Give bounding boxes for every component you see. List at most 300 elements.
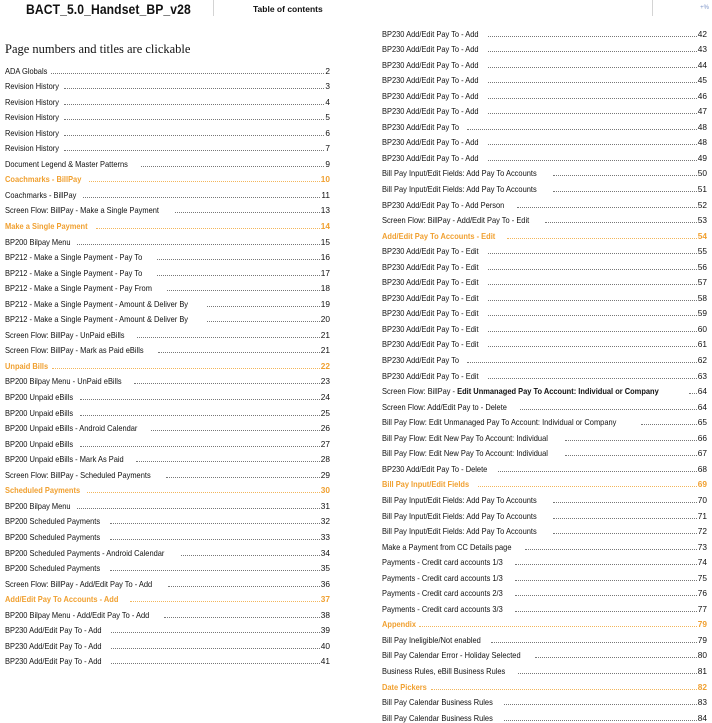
toc-page-number[interactable]: 31 <box>320 500 330 511</box>
toc-entry[interactable] <box>382 521 707 537</box>
toc-entry-title-text[interactable]: Bill Pay Input/Edit Fields <box>382 479 470 490</box>
toc-entry[interactable] <box>382 536 707 552</box>
toc-entry-title-text[interactable]: Revision History <box>5 112 59 123</box>
toc-entry[interactable] <box>382 163 707 179</box>
toc-entry[interactable] <box>382 334 707 350</box>
toc-entry-title[interactable] <box>5 237 71 247</box>
toc-entry-title-text[interactable]: Bill Pay Flow: Edit New Pay To Account: Individual <box>382 432 548 443</box>
toc-page-number[interactable]: 51 <box>697 184 707 195</box>
toc-entry-title-text[interactable]: Payments - Credit card accounts 1/3 <box>382 572 503 583</box>
toc-entry-title[interactable] <box>5 143 59 153</box>
toc-entry[interactable] <box>382 241 707 257</box>
toc-section-heading[interactable] <box>382 676 707 692</box>
toc-page-number[interactable]: 7 <box>325 143 330 154</box>
toc-entry-title[interactable] <box>5 641 102 651</box>
toc-entry-title-text[interactable]: Screen Flow: BillPay - Make a Single Payment <box>5 205 159 216</box>
toc-page-number[interactable]: 47 <box>697 106 707 117</box>
toc-page-number[interactable]: 48 <box>697 137 707 148</box>
toc-entry-title-text[interactable]: Bill Pay Calendar Business Rules <box>382 712 493 723</box>
toc-entry-title-text[interactable]: Screen Flow: BillPay - UnPaid eBills <box>5 329 125 340</box>
toc-entry-title-text[interactable]: Bill Pay Flow: Edit Unmanaged Pay To Account: Individual or Company <box>382 417 617 428</box>
toc-page-number[interactable]: 29 <box>320 469 330 480</box>
toc-entry[interactable] <box>382 412 707 428</box>
toc-entry-title[interactable] <box>382 371 479 381</box>
toc-entry[interactable] <box>382 567 707 583</box>
toc-entry-title-text[interactable]: BP200 Unpaid eBills <box>5 438 74 449</box>
toc-entry[interactable] <box>382 101 707 117</box>
toc-page-number[interactable]: 48 <box>697 121 707 132</box>
toc-entry-title-text[interactable]: Screen Flow: BillPay - Add/Edit Pay To - Edit <box>382 215 530 226</box>
toc-page-number[interactable]: 45 <box>697 75 707 86</box>
toc-page-number[interactable]: 69 <box>697 479 707 490</box>
toc-page-number[interactable]: 23 <box>320 376 330 387</box>
toc-entry-title-text[interactable]: Bill Pay Input/Edit Fields: Add Pay To Accounts <box>382 510 537 521</box>
toc-entry-title-text[interactable]: Coachmarks - BillPay <box>5 174 82 185</box>
toc-entry-title[interactable] <box>5 392 73 402</box>
toc-section-heading[interactable] <box>5 169 330 185</box>
toc-entry-title[interactable] <box>382 650 521 660</box>
toc-entry-title-text[interactable]: Revision History <box>5 143 59 154</box>
toc-entry-title-text[interactable]: Screen Flow: Add/Edit Pay to - Delete <box>382 401 507 412</box>
toc-entry-title[interactable] <box>5 376 122 386</box>
toc-entry-title-text[interactable]: Date Pickers <box>382 681 427 692</box>
toc-page-number[interactable]: 36 <box>320 578 330 589</box>
toc-entry[interactable] <box>5 464 330 480</box>
toc-page-number[interactable]: 61 <box>697 339 707 350</box>
toc-entry-title-text[interactable]: BP230 Add/Edit Pay To - Edit <box>382 292 479 303</box>
toc-entry-title-text[interactable]: BP212 - Make a Single Payment - Pay To <box>5 267 143 278</box>
toc-entry-title-text[interactable]: Payments - Credit card accounts 2/3 <box>382 588 503 599</box>
toc-entry-title-text[interactable]: BP230 Add/Edit Pay To - Add <box>5 640 102 651</box>
toc-entry[interactable] <box>5 138 330 154</box>
toc-entry[interactable] <box>382 39 707 55</box>
toc-entry-title[interactable] <box>382 713 493 723</box>
toc-entry-title[interactable] <box>382 386 659 396</box>
toc-entry-title[interactable] <box>382 604 503 614</box>
toc-entry-title[interactable] <box>5 174 81 184</box>
toc-entry-title-text[interactable]: BP200 Bilpay Menu <box>5 500 71 511</box>
toc-entry-title[interactable] <box>5 485 80 495</box>
toc-entry-title[interactable] <box>5 470 151 480</box>
toc-entry-title[interactable] <box>382 231 495 241</box>
toc-page-number[interactable]: 55 <box>697 246 707 257</box>
toc-page-number[interactable]: 82 <box>697 681 707 692</box>
toc-entry-title[interactable] <box>382 433 548 443</box>
toc-entry[interactable] <box>382 272 707 288</box>
toc-page-number[interactable]: 28 <box>320 454 330 465</box>
toc-entry[interactable] <box>382 287 707 303</box>
toc-entry-title-text[interactable]: Unpaid Bills <box>5 360 49 371</box>
toc-entry-title-text[interactable]: BP200 Bilpay Menu <box>5 236 71 247</box>
toc-entry-title-text[interactable]: Screen Flow: BillPay - Scheduled Payments <box>5 469 151 480</box>
toc-page-number[interactable]: 11 <box>321 189 330 200</box>
toc-page-number[interactable]: 75 <box>697 572 707 583</box>
toc-page-number[interactable]: 79 <box>697 619 707 630</box>
toc-entry-title[interactable] <box>382 106 479 116</box>
toc-section-heading[interactable] <box>5 215 330 231</box>
toc-entry-title-text[interactable]: BP230 Add/Edit Pay To - Edit <box>382 261 479 272</box>
toc-entry-title[interactable] <box>5 345 144 355</box>
toc-entry-title[interactable] <box>5 656 102 666</box>
toc-entry-title-text[interactable]: Bill Pay Flow: Edit New Pay To Account: Individual <box>382 448 548 459</box>
toc-page-number[interactable]: 57 <box>697 277 707 288</box>
toc-entry-title-text[interactable]: BP200 Scheduled Payments <box>5 531 101 542</box>
toc-page-number[interactable]: 64 <box>697 386 707 397</box>
toc-page-number[interactable]: 27 <box>320 438 330 449</box>
toc-page-number[interactable]: 6 <box>325 127 330 138</box>
toc-entry-title-text[interactable]: Bill Pay Input/Edit Fields: Add Pay To Accounts <box>382 184 537 195</box>
toc-entry-title[interactable] <box>5 532 100 542</box>
toc-entry-title-text[interactable]: BP230 Add/Edit Pay To - Edit <box>382 246 479 257</box>
toc-entry[interactable] <box>382 692 707 708</box>
toc-entry-title-text[interactable]: Scheduled Payments <box>5 485 81 496</box>
toc-entry[interactable] <box>382 318 707 334</box>
toc-entry-title-text[interactable]: BP230 Add/Edit Pay To - Add <box>382 90 479 101</box>
toc-entry-title[interactable] <box>5 579 152 589</box>
toc-entry[interactable] <box>5 449 330 465</box>
toc-entry-title[interactable] <box>5 97 59 107</box>
toc-page-number[interactable]: 74 <box>697 557 707 568</box>
toc-page-number[interactable]: 22 <box>320 360 330 371</box>
toc-entry[interactable] <box>382 443 707 459</box>
toc-entry[interactable] <box>5 293 330 309</box>
toc-entry[interactable] <box>382 629 707 645</box>
toc-entry[interactable] <box>5 371 330 387</box>
toc-entry[interactable] <box>382 54 707 70</box>
toc-page-number[interactable]: 32 <box>320 516 330 527</box>
toc-section-heading[interactable] <box>382 614 707 630</box>
toc-entry[interactable] <box>5 635 330 651</box>
toc-entry-title[interactable] <box>382 60 479 70</box>
toc-entry-title-text[interactable]: Add/Edit Pay To Accounts - Edit <box>382 230 496 241</box>
toc-entry-title[interactable] <box>382 339 479 349</box>
toc-entry[interactable] <box>382 427 707 443</box>
toc-entry-title[interactable] <box>5 439 73 449</box>
toc-page-number[interactable]: 84 <box>697 712 707 723</box>
toc-page-number[interactable]: 63 <box>697 370 707 381</box>
toc-page-number[interactable]: 4 <box>325 96 330 107</box>
toc-entry-title[interactable] <box>382 262 479 272</box>
toc-entry-title[interactable] <box>382 495 537 505</box>
toc-page-number[interactable]: 46 <box>697 90 707 101</box>
toc-entry-title[interactable] <box>5 205 159 215</box>
toc-entry[interactable] <box>382 210 707 226</box>
toc-page-number[interactable]: 10 <box>320 174 330 185</box>
toc-entry[interactable] <box>5 278 330 294</box>
toc-page-number[interactable]: 25 <box>320 407 330 418</box>
toc-entry-title-text[interactable]: Add/Edit Pay To Accounts - Add <box>5 594 119 605</box>
toc-entry-title-text[interactable]: Bill Pay Input/Edit Fields: Add Pay To Accounts <box>382 526 537 537</box>
toc-entry[interactable] <box>5 309 330 325</box>
toc-entry-title[interactable] <box>382 417 616 427</box>
toc-entry[interactable] <box>382 645 707 661</box>
toc-entry-title-text[interactable]: BP230 Add/Edit Pay To - Edit <box>382 370 479 381</box>
toc-entry-title-text[interactable]: BP230 Add/Edit Pay To <box>382 121 460 132</box>
toc-entry-title-text[interactable]: BP212 - Make a Single Payment - Amount & Deliver By <box>5 314 189 325</box>
toc-entry-title-text[interactable]: BP230 Add/Edit Pay To - Edit <box>382 308 479 319</box>
toc-page-number[interactable]: 14 <box>320 221 330 232</box>
toc-entry-title[interactable] <box>382 666 505 676</box>
toc-entry-title[interactable] <box>5 594 118 604</box>
toc-entry-title[interactable] <box>382 91 479 101</box>
toc-page-number[interactable]: 9 <box>325 158 330 169</box>
toc-page-number[interactable]: 56 <box>697 261 707 272</box>
toc-entry-title-text[interactable]: ADA Globals <box>5 65 48 76</box>
toc-entry-title[interactable] <box>5 408 73 418</box>
toc-entry-title-text[interactable]: Bill Pay Input/Edit Fields: Add Pay To Accounts <box>382 168 537 179</box>
toc-entry-title[interactable] <box>382 682 427 692</box>
toc-entry[interactable] <box>5 262 330 278</box>
toc-section-heading[interactable] <box>5 480 330 496</box>
toc-entry[interactable] <box>382 660 707 676</box>
toc-entry-title[interactable] <box>5 516 100 526</box>
toc-entry-title-text[interactable]: BP230 Add/Edit Pay To - Delete <box>382 463 488 474</box>
toc-entry-title[interactable] <box>382 479 469 489</box>
toc-page-number[interactable]: 76 <box>697 588 707 599</box>
toc-page-number[interactable]: 53 <box>697 215 707 226</box>
toc-page-number[interactable]: 44 <box>697 59 707 70</box>
toc-entry[interactable] <box>5 386 330 402</box>
toc-entry-title[interactable] <box>5 330 125 340</box>
toc-entry-title-text[interactable]: BP212 - Make a Single Payment - Pay To <box>5 252 143 263</box>
toc-section-heading[interactable] <box>5 355 330 371</box>
toc-entry-title-text[interactable]: BP230 Add/Edit Pay To - Add <box>382 59 479 70</box>
toc-entry[interactable] <box>5 604 330 620</box>
toc-entry-title-text[interactable]: Bill Pay Calendar Business Rules <box>382 697 493 708</box>
toc-page-number[interactable]: 62 <box>697 355 707 366</box>
toc-page-number[interactable]: 5 <box>325 112 330 123</box>
toc-page-number[interactable]: 24 <box>320 392 330 403</box>
toc-entry-title-text[interactable]: Make a Single Payment <box>5 221 88 232</box>
toc-entry-title[interactable] <box>382 168 537 178</box>
toc-entry-title-text[interactable]: BP230 Add/Edit Pay To - Add <box>382 137 479 148</box>
toc-entry[interactable] <box>5 91 330 107</box>
toc-page-number[interactable]: 66 <box>697 432 707 443</box>
toc-page-number[interactable]: 18 <box>320 283 330 294</box>
toc-entry-title-text[interactable]: Revision History <box>5 127 59 138</box>
toc-page-number[interactable]: 50 <box>697 168 707 179</box>
toc-entry-title-text[interactable]: BP230 Add/Edit Pay To - Add <box>382 152 479 163</box>
toc-entry-title-text[interactable]: Coachmarks - BillPay <box>5 189 77 200</box>
toc-page-number[interactable]: 71 <box>697 510 707 521</box>
toc-entry[interactable] <box>5 620 330 636</box>
toc-entry-title-text[interactable]: BP230 Add/Edit Pay To - Add Person <box>382 199 505 210</box>
toc-entry[interactable] <box>382 396 707 412</box>
toc-entry[interactable] <box>5 526 330 542</box>
toc-entry-title-text[interactable]: BP200 Unpaid eBills - Mark As Paid <box>5 454 124 465</box>
toc-section-heading[interactable] <box>382 474 707 490</box>
toc-entry[interactable] <box>5 122 330 138</box>
toc-entry-title-text[interactable]: BP230 Add/Edit Pay To - Edit <box>382 323 479 334</box>
toc-page-number[interactable]: 79 <box>697 634 707 645</box>
toc-entry-title[interactable] <box>5 66 47 76</box>
toc-entry[interactable] <box>382 583 707 599</box>
toc-entry-title[interactable] <box>5 112 59 122</box>
toc-page-number[interactable]: 67 <box>697 448 707 459</box>
toc-entry-title-text[interactable]: BP230 Add/Edit Pay To - Add <box>5 625 102 636</box>
toc-entry[interactable] <box>382 85 707 101</box>
toc-entry-title-text[interactable]: BP230 Add/Edit Pay To - Add <box>382 44 479 55</box>
toc-entry-title-text[interactable]: BP230 Add/Edit Pay To - Add <box>382 28 479 39</box>
toc-entry-title-text[interactable]: BP230 Add/Edit Pay To - Edit <box>382 277 479 288</box>
toc-page-number[interactable]: 37 <box>320 594 330 605</box>
toc-entry[interactable] <box>382 178 707 194</box>
toc-entry-title[interactable] <box>382 184 537 194</box>
toc-page-number[interactable]: 68 <box>697 463 707 474</box>
toc-entry-title-text[interactable]: BP230 Add/Edit Pay To <box>382 355 460 366</box>
toc-entry-title[interactable] <box>382 75 479 85</box>
toc-entry-title-text[interactable]: Appendix <box>382 619 417 630</box>
toc-entry-title[interactable] <box>382 542 511 552</box>
toc-entry[interactable] <box>382 147 707 163</box>
toc-entry-title[interactable] <box>382 277 479 287</box>
toc-entry-title-text[interactable]: Business Rules, eBill Business Rules <box>382 665 506 676</box>
toc-entry-title[interactable] <box>382 588 503 598</box>
toc-entry-title[interactable] <box>5 283 152 293</box>
toc-entry[interactable] <box>5 60 330 76</box>
toc-entry-title-text[interactable]: BP200 Bilpay Menu - Add/Edit Pay To - Add <box>5 609 150 620</box>
toc-entry-title[interactable] <box>5 501 71 511</box>
toc-entry-title[interactable] <box>382 573 503 583</box>
toc-entry[interactable] <box>5 200 330 216</box>
toc-entry[interactable] <box>5 184 330 200</box>
toc-entry-title[interactable] <box>382 44 479 54</box>
toc-entry-title-text[interactable]: Make a Payment from CC Details page <box>382 541 512 552</box>
toc-entry-title-text[interactable]: BP230 Add/Edit Pay To - Add <box>382 106 479 117</box>
toc-entry[interactable] <box>5 558 330 574</box>
toc-entry[interactable] <box>382 598 707 614</box>
toc-entry-title-text[interactable]: Screen Flow: BillPay - Mark as Paid eBills <box>5 345 144 356</box>
toc-entry[interactable] <box>5 107 330 123</box>
toc-entry[interactable] <box>5 247 330 263</box>
toc-entry-title[interactable] <box>5 159 128 169</box>
toc-entry-title[interactable] <box>5 625 102 635</box>
toc-entry[interactable] <box>5 324 330 340</box>
toc-entry-title-text[interactable]: BP200 Scheduled Payments - Android Calendar <box>5 547 165 558</box>
toc-entry-title[interactable] <box>5 81 59 91</box>
toc-entry[interactable] <box>5 573 330 589</box>
toc-entry[interactable] <box>382 70 707 86</box>
toc-entry[interactable] <box>5 433 330 449</box>
toc-entry-title-text[interactable]: BP230 Add/Edit Pay To - Add <box>382 75 479 86</box>
toc-entry-title[interactable] <box>5 299 188 309</box>
toc-entry-title[interactable] <box>5 128 59 138</box>
toc-entry-title[interactable] <box>5 563 100 573</box>
toc-page-number[interactable]: 72 <box>697 526 707 537</box>
toc-page-number[interactable]: 33 <box>320 531 330 542</box>
toc-page-number[interactable]: 38 <box>320 609 330 620</box>
toc-entry-title[interactable] <box>5 548 164 558</box>
toc-entry-title[interactable] <box>382 200 504 210</box>
toc-entry-title[interactable] <box>382 557 503 567</box>
toc-entry-title[interactable] <box>382 511 537 521</box>
toc-entry-title[interactable] <box>382 308 479 318</box>
toc-entry-title-text[interactable]: BP200 Scheduled Payments <box>5 563 101 574</box>
toc-entry-title[interactable] <box>382 153 479 163</box>
toc-entry-title[interactable] <box>382 355 459 365</box>
toc-entry-title[interactable] <box>382 324 479 334</box>
toc-entry-title-bold[interactable]: Edit Unmanaged Pay To Account: Individual or Company <box>457 386 659 397</box>
toc-entry-title-text[interactable]: Payments - Credit card accounts 3/3 <box>382 603 503 614</box>
toc-entry-title[interactable] <box>382 697 493 707</box>
toc-entry-title-text[interactable]: BP200 Unpaid eBills <box>5 392 74 403</box>
toc-entry-title[interactable] <box>382 464 487 474</box>
toc-section-heading[interactable] <box>382 225 707 241</box>
toc-entry-title[interactable] <box>5 268 142 278</box>
toc-page-number[interactable]: 70 <box>697 494 707 505</box>
toc-entry[interactable] <box>382 256 707 272</box>
toc-page-number[interactable]: 17 <box>320 267 330 278</box>
toc-page-number[interactable]: 58 <box>697 292 707 303</box>
toc-page-number[interactable]: 21 <box>320 329 330 340</box>
toc-page-number[interactable]: 42 <box>697 28 707 39</box>
toc-entry-title-text[interactable]: BP200 Unpaid eBills <box>5 407 74 418</box>
toc-page-number[interactable]: 30 <box>320 485 330 496</box>
toc-entry-title[interactable] <box>382 402 507 412</box>
toc-page-number[interactable]: 43 <box>697 44 707 55</box>
toc-entry[interactable] <box>5 542 330 558</box>
toc-entry-title[interactable] <box>382 122 459 132</box>
toc-entry-title[interactable] <box>382 526 537 536</box>
toc-entry-title-text[interactable]: BP212 - Make a Single Payment - Pay From <box>5 283 152 294</box>
toc-page-number[interactable]: 16 <box>320 252 330 263</box>
toc-entry[interactable] <box>382 458 707 474</box>
toc-entry-title[interactable] <box>382 246 479 256</box>
toc-entry-title[interactable] <box>5 454 124 464</box>
toc-entry-title[interactable] <box>382 619 416 629</box>
toc-entry[interactable] <box>5 231 330 247</box>
toc-page-number[interactable]: 35 <box>320 563 330 574</box>
toc-entry-title[interactable] <box>5 190 76 200</box>
toc-page-number[interactable]: 2 <box>325 65 330 76</box>
toc-page-number[interactable]: 80 <box>697 650 707 661</box>
toc-entry-title-text[interactable]: BP200 Scheduled Payments <box>5 516 101 527</box>
toc-page-number[interactable]: 3 <box>325 81 330 92</box>
toc-entry[interactable] <box>382 365 707 381</box>
toc-entry-title[interactable] <box>5 221 88 231</box>
toc-entry-title-text[interactable]: Bill Pay Ineligible/Not enabled <box>382 634 481 645</box>
toc-entry[interactable] <box>382 707 707 723</box>
toc-entry-title[interactable] <box>382 215 529 225</box>
toc-entry-title-text[interactable]: Revision History <box>5 81 59 92</box>
toc-entry-title-text[interactable]: Screen Flow: BillPay - Add/Edit Pay To - Add <box>5 578 153 589</box>
toc-page-number[interactable]: 81 <box>697 665 707 676</box>
toc-entry-title-text[interactable]: BP230 Add/Edit Pay To - Edit <box>382 339 479 350</box>
toc-entry-title-text[interactable]: Revision History <box>5 96 59 107</box>
toc-entry-title-text[interactable]: Screen Flow: BillPay - <box>382 386 458 397</box>
toc-page-number[interactable]: 54 <box>697 230 707 241</box>
toc-entry[interactable] <box>382 23 707 39</box>
toc-page-number[interactable]: 26 <box>320 423 330 434</box>
toc-entry[interactable] <box>382 303 707 319</box>
toc-entry[interactable] <box>382 132 707 148</box>
toc-page-number[interactable]: 21 <box>320 345 330 356</box>
toc-page-number[interactable]: 20 <box>320 314 330 325</box>
toc-entry-title[interactable] <box>382 635 481 645</box>
toc-entry-title-text[interactable]: Document Legend & Master Patterns <box>5 158 128 169</box>
toc-page-number[interactable]: 49 <box>697 152 707 163</box>
toc-entry[interactable] <box>382 194 707 210</box>
toc-entry[interactable] <box>382 116 707 132</box>
toc-entry[interactable] <box>5 340 330 356</box>
toc-entry-title[interactable] <box>382 448 548 458</box>
toc-page-number[interactable]: 15 <box>320 236 330 247</box>
toc-entry-title[interactable] <box>382 137 479 147</box>
toc-entry[interactable] <box>5 651 330 667</box>
toc-entry-title[interactable] <box>5 423 137 433</box>
toc-page-number[interactable]: 64 <box>697 401 707 412</box>
toc-entry[interactable] <box>5 511 330 527</box>
